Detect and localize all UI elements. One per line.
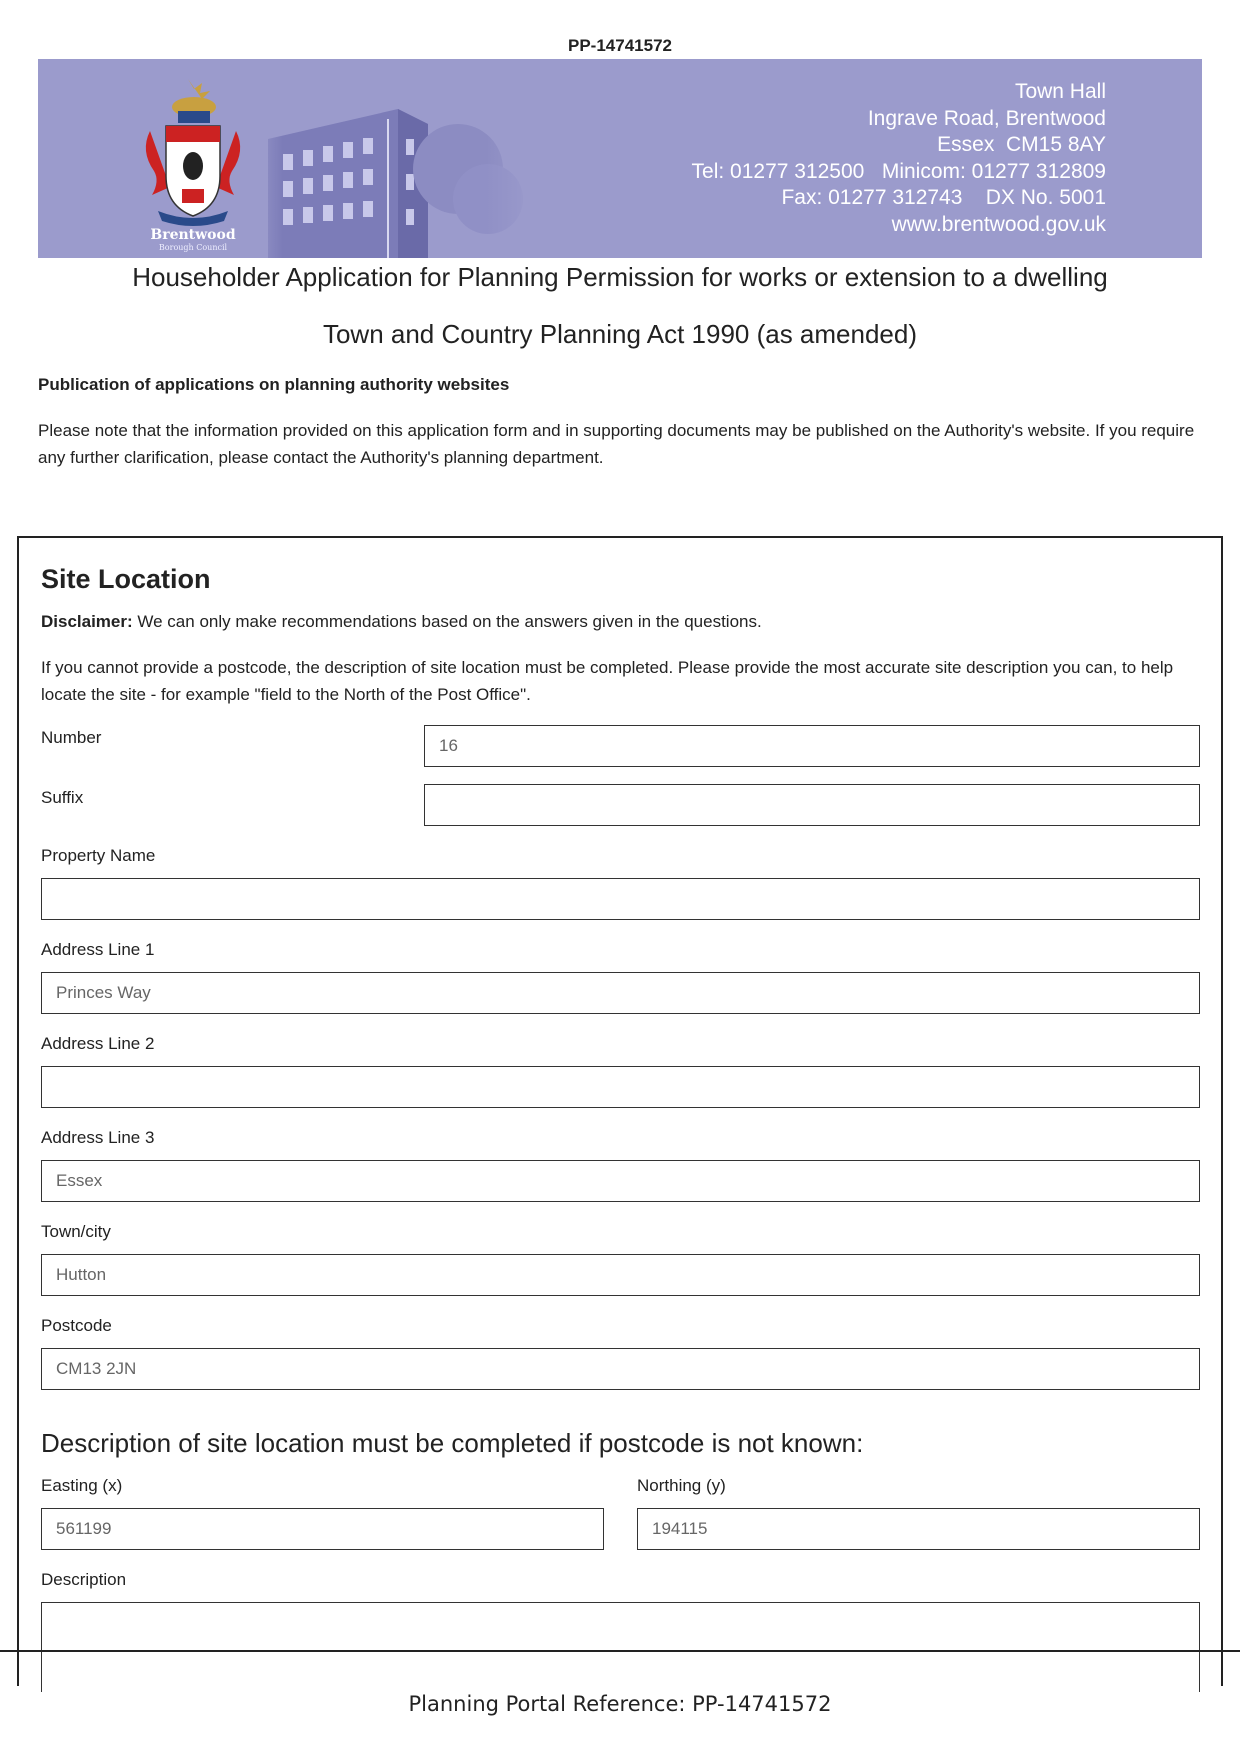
footer-reference: Planning Portal Reference: PP-14741572: [408, 1692, 832, 1716]
property-name-field[interactable]: [41, 878, 1200, 920]
council-subtitle: Borough Council: [158, 243, 228, 252]
council-contact-details: [692, 79, 1106, 238]
number-label: Number: [41, 728, 102, 747]
form-title: Householder Application for Planning Permission for works or extension to a dwelling: [132, 262, 1108, 292]
contact-line: Town Hall: [1014, 80, 1106, 103]
address-line-1-field[interactable]: Princes Way: [41, 972, 1200, 1014]
postcode-label: Postcode: [41, 1316, 112, 1335]
description-label: Description: [41, 1570, 127, 1589]
disclaimer-label: Disclaimer:: [41, 612, 133, 631]
disclaimer-text: We can only make recommendations based on the answers given in the questions.: [132, 612, 762, 631]
address-line-3-label: Address Line 3: [41, 1128, 155, 1147]
contact-website: www.brentwood.gov.uk: [891, 212, 1106, 236]
easting-field[interactable]: 561199: [41, 1508, 604, 1550]
postcode-field[interactable]: CM13 2JN: [41, 1348, 1200, 1390]
description-heading: Description of site location must be completed if postcode is not known:: [41, 1428, 864, 1458]
suffix-label: Suffix: [41, 788, 84, 807]
suffix-field[interactable]: [424, 784, 1200, 826]
property-name-label: Property Name: [41, 846, 156, 865]
contact-line: Fax: 01277 312743 DX No. 5001: [781, 186, 1106, 209]
town-hall-building-image: [248, 79, 538, 258]
contact-line: Essex CM15 8AY: [937, 133, 1106, 156]
council-name: Brentwood: [150, 227, 236, 243]
section-title: Site Location: [41, 564, 211, 594]
northing-label: Northing (y): [637, 1476, 726, 1495]
town-city-label: Town/city: [41, 1222, 111, 1241]
reference-number-top: PP-14741572: [568, 36, 672, 55]
address-line-2-label: Address Line 2: [41, 1034, 155, 1053]
description-textarea[interactable]: [41, 1602, 1200, 1692]
northing-field[interactable]: 194115: [637, 1508, 1200, 1550]
address-line-1-label: Address Line 1: [41, 940, 155, 959]
address-line-3-field[interactable]: Essex: [41, 1160, 1200, 1202]
contact-line: Ingrave Road, Brentwood: [867, 106, 1106, 130]
address-line-2-field[interactable]: [41, 1066, 1200, 1108]
publication-text: Please note that the information provided on this application form and in supporting documents may be published on the Authority's website. If you require any further clarification, please contact the Authority's planning department.: [38, 421, 1195, 467]
council-banner: [38, 59, 1202, 258]
publication-heading: Publication of applications on planning authority websites: [38, 375, 510, 394]
number-field[interactable]: 16: [424, 725, 1200, 767]
town-city-field[interactable]: Hutton: [41, 1254, 1200, 1296]
council-crest-icon: [138, 71, 248, 247]
form-subtitle: Town and Country Planning Act 1990 (as amended): [322, 319, 918, 349]
easting-label: Easting (x): [41, 1476, 123, 1495]
footer-divider: [0, 1650, 1240, 1652]
site-location-section: [17, 536, 1223, 1686]
disclaimer: [41, 612, 762, 632]
contact-line: Tel: 01277 312500 Minicom: 01277 312809: [691, 159, 1106, 183]
postcode-note: If you cannot provide a postcode, the description of site location must be completed. Please provide the most accurate site description you can, to help locate the site - for example "field to the North of the Post Office".: [41, 658, 1174, 704]
